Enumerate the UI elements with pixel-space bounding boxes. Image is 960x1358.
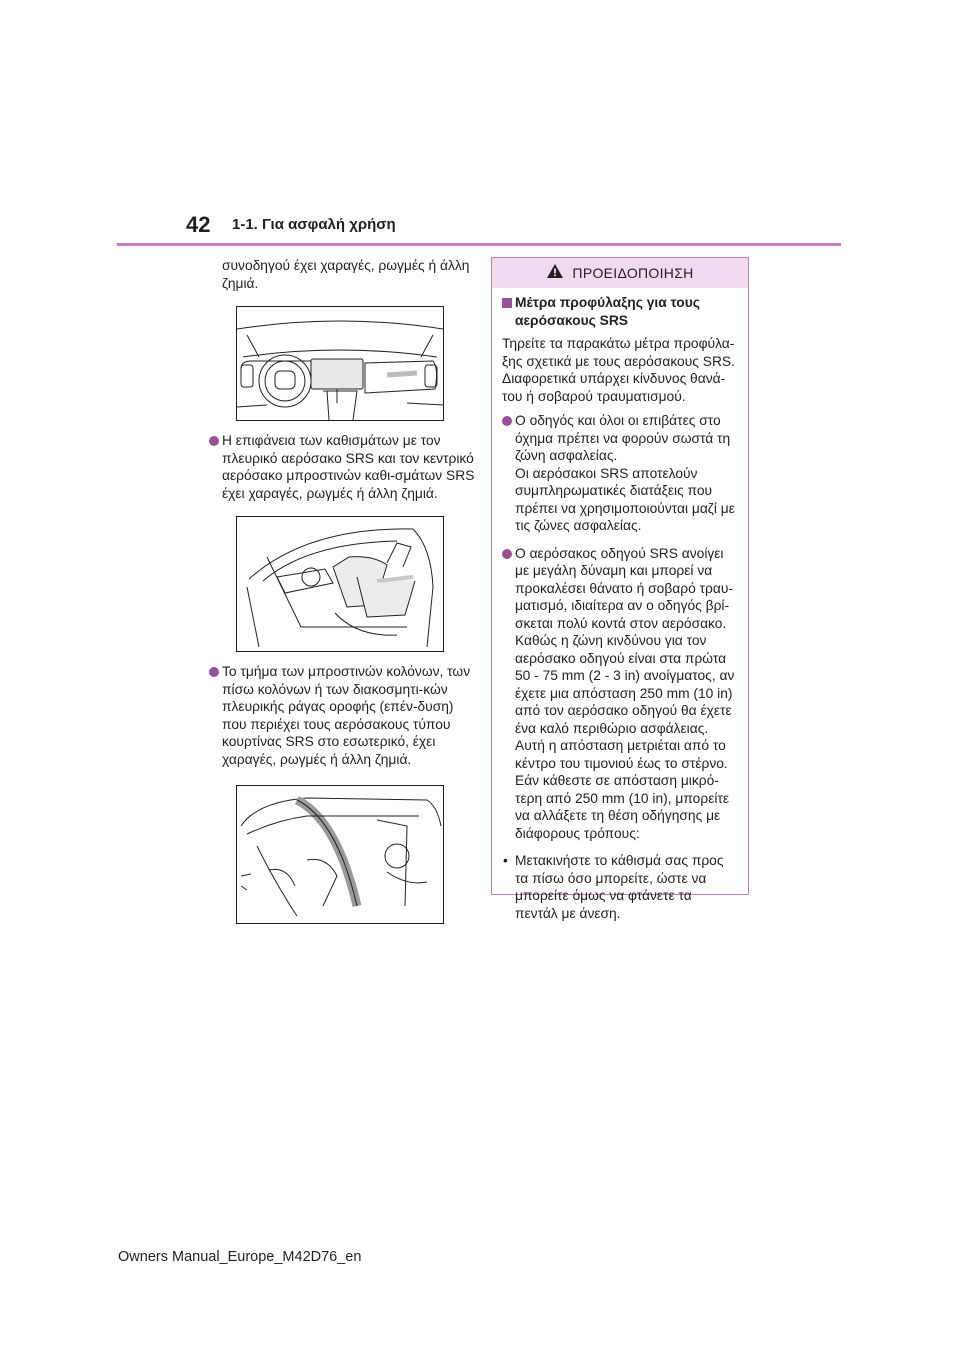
bullet-icon — [502, 549, 512, 559]
warning-body — [492, 288, 748, 922]
bullet-icon — [209, 667, 219, 677]
warning-header — [492, 258, 748, 288]
warning-triangle-icon — [546, 263, 564, 284]
warning-box — [491, 257, 749, 921]
left-bullet-2 — [209, 663, 479, 768]
left-bullet-1 — [209, 432, 479, 502]
bullet-icon — [502, 416, 512, 426]
left-bullet-2-text: Το τμήμα των μπροστινών κολόνων, των πίσω κολόνων ή των διακοσμητι-κών πλευρικής ράγας οροφής (επέν-δυση) που περιέχει τους αερόσακους τύπου κουρτίνας SRS στο εσωτερικό, έχει χαραγές, ρωγμές ή άλλη ζημιά. — [222, 664, 471, 767]
warning-bullet-1-line-1: Ο οδηγός και όλοι οι επιβάτες στο όχημα πρέπει να φορούν σωστά τη ζώνη ασφαλείας. — [515, 413, 731, 463]
figure-seats — [236, 516, 444, 652]
figure-curtain — [236, 785, 444, 924]
warning-heading — [502, 294, 738, 329]
warning-intro-2: Διαφορετικά υπάρχει κίνδυνος θανά-του ή σοβαρού τραυματισμού. — [502, 371, 726, 404]
section-title: 1-1. Για ασφαλή χρήση — [232, 216, 396, 233]
warning-bullet-1 — [502, 412, 738, 535]
warning-dash-text: Μετακινήστε το κάθισμά σας προς τα πίσω όσο μπορείτε, ώστε να μπορείτε όμως να φτάνετε τα πεντάλ με άνεση. — [515, 853, 724, 921]
square-icon — [502, 298, 512, 308]
left-bullet-1-text: Η επιφάνεια των καθισμάτων με τον πλευρικό αερόσακο SRS και τον κεντρικό αερόσακο μπροστινών καθι-σμάτων SRS έχει χαραγές, ρωγμές ή άλλη ζημιά. — [222, 433, 475, 501]
warning-title: ΠΡΟΕΙΔΟΠΟΙΗΣΗ — [572, 265, 694, 281]
warning-bullet-2-text: Ο αερόσακος οδηγού SRS ανοίγει με μεγάλη δύναμη και μπορεί να προκαλέσει θάνατο ή σοβαρό τραυ-ματισμό, ιδιαίτερα αν ο οδηγός βρί-σκεται πολύ κοντά στον αερόσακο. Καθώς η ζώνη κινδύνου για τον αερόσακο οδηγού είναι στα πρώτα 50 - 75 mm (2 - 3 in) ανοίγματος, αν έχετε μια απόσταση 250 mm (10 in) από τον αερόσακο οδηγού θα έχετε ένα καλό περιθώριο ασφάλειας. Αυτή η απόσταση μετριέται από το κέντρο του τιμονιού έως το στέρνο. Εάν κάθεστε σε απόσταση μικρό-τερη από 250 mm (10 in), μπορείτε να αλλάξετε τη θέση οδήγησης με διάφορους τρόπους: — [515, 545, 735, 841]
warning-bullet-2 — [502, 545, 738, 843]
intro-text: συνοδηγού έχει χαραγές, ρωγμές ή άλλη ζημιά. — [222, 258, 470, 291]
dash-icon: • — [503, 853, 508, 868]
footer-text: Owners Manual_Europe_M42D76_en — [118, 1249, 362, 1265]
warning-intro-1: Τηρείτε τα παρακάτω μέτρα προφύλα-ξης σχετικά με τους αερόσακους SRS. — [502, 336, 735, 369]
warning-dash-item — [502, 852, 738, 922]
bullet-icon — [209, 436, 219, 446]
header-rule — [117, 243, 841, 246]
figure-dashboard — [236, 306, 444, 421]
warning-heading-text: Μέτρα προφύλαξης για τους αερόσακους SRS — [515, 295, 700, 328]
warning-bullet-1-line-2: Οι αερόσακοι SRS αποτελούν συμπληρωματικές διατάξεις που πρέπει να χρησιμοποιούνται μαζί με τις ζώνες ασφαλείας. — [515, 465, 735, 533]
page-number: 42 — [186, 212, 211, 237]
left-column — [209, 257, 479, 924]
